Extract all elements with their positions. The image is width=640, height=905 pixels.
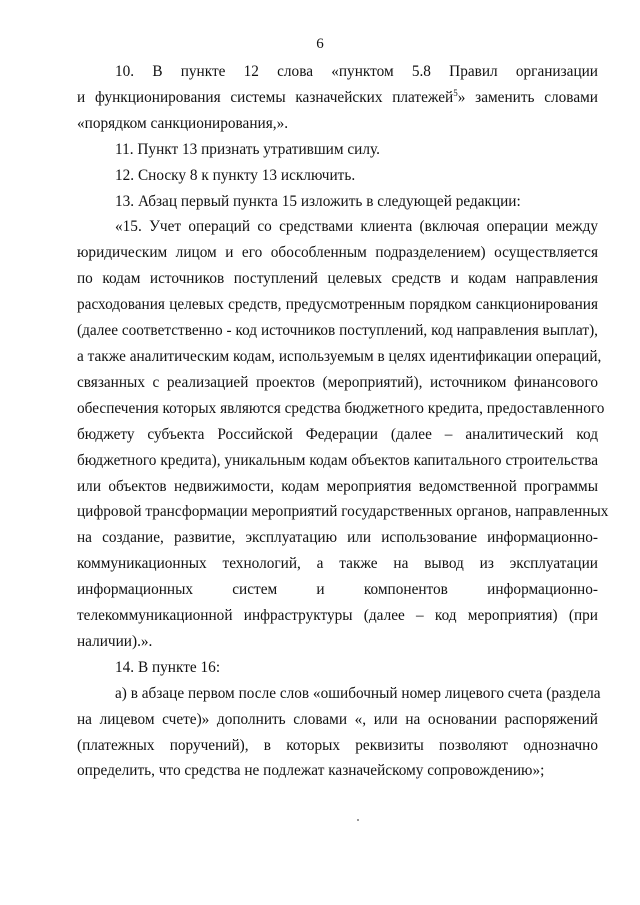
- quoted-paragraph-15: [77, 214, 609, 654]
- item-14a-line-3: (платежных поручений), в которых реквизиты позволяют однозначно: [77, 736, 598, 754]
- quote-line-15: информационных систем и компонентов информационно-: [77, 581, 598, 599]
- quote-line-2: юридическим лицом и его обособленным подразделением) осуществляется: [77, 244, 598, 262]
- paragraph-item-14: 14. В пункте 16:: [115, 658, 221, 676]
- quote-line-14: коммуникационных технологий, а также на вывод из эксплуатации: [77, 555, 598, 573]
- item-14a-line-4: определить, что средства не подлежат казначейскому сопровождению»;: [77, 762, 545, 780]
- quote-line-4: расходования целевых средств, предусмотренным порядком санкционирования: [77, 296, 598, 314]
- quote-line-7: связанных с реализацией проектов (мероприятий), источником финансового: [77, 373, 598, 391]
- item-10-line-2-text: и функционирования системы казначейских платежей: [77, 88, 454, 106]
- quote-line-16: телекоммуникационной инфраструктуры (далее – код мероприятия) (при: [77, 607, 598, 625]
- quote-line-10: бюджетного кредита), уникальным кодам объектов капитального строительства: [77, 451, 598, 469]
- item-10-line-2: [77, 85, 598, 111]
- quote-line-12: цифровой трансформации мероприятий государственных органов, направленных: [77, 503, 609, 521]
- item-10-line-2-tail: » заменить словами: [457, 88, 598, 106]
- quote-line-1: «15. Учет операций со средствами клиента (включая операции между: [115, 218, 598, 236]
- item-14a-line-2: на лицевом счете)» дополнить словами «, или на основании распоряжений: [77, 710, 598, 728]
- item-10-line-1: 10. В пункте 12 слова «пунктом 5.8 Правил организации: [115, 63, 598, 80]
- quote-line-3: по кодам источников поступлений целевых средств и кодам направления: [77, 270, 598, 288]
- paragraph-item-13: 13. Абзац первый пункта 15 изложить в следующей редакции:: [115, 192, 521, 210]
- item-14a-line-1: а) в абзаце первом после слов «ошибочный номер лицевого счета (раздела: [115, 684, 601, 702]
- quote-line-11: или объектов недвижимости, кодам мероприятия ведомственной программы: [77, 477, 598, 495]
- quote-line-8: обеспечения которых являются средства бюджетного кредита, предоставленного: [77, 399, 605, 417]
- quote-line-17: наличии).».: [77, 632, 153, 650]
- paragraph-item-11: 11. Пункт 13 признать утратившим силу.: [115, 140, 380, 158]
- quote-line-9: бюджету субъекта Российской Федерации (далее – аналитический код: [77, 425, 598, 443]
- document-body: [77, 59, 609, 784]
- page-number: 6: [316, 36, 324, 52]
- paragraph-item-14a: [77, 681, 601, 785]
- paragraph-item-10: [77, 59, 598, 137]
- quote-line-6: а также аналитическим кодам, используемым в целях идентификации операций,: [77, 347, 602, 365]
- item-10-line-3: «порядком санкционирования,».: [77, 114, 289, 132]
- scan-speck: [357, 819, 359, 821]
- quote-line-5: (далее соответственно - код источников поступлений, код направления выплат),: [77, 322, 598, 340]
- footnote-ref-5: 5: [453, 87, 458, 98]
- quote-line-13: на создание, развитие, эксплуатацию или использование информационно-: [77, 529, 598, 547]
- paragraph-item-12: 12. Сноску 8 к пункту 13 исключить.: [115, 166, 356, 184]
